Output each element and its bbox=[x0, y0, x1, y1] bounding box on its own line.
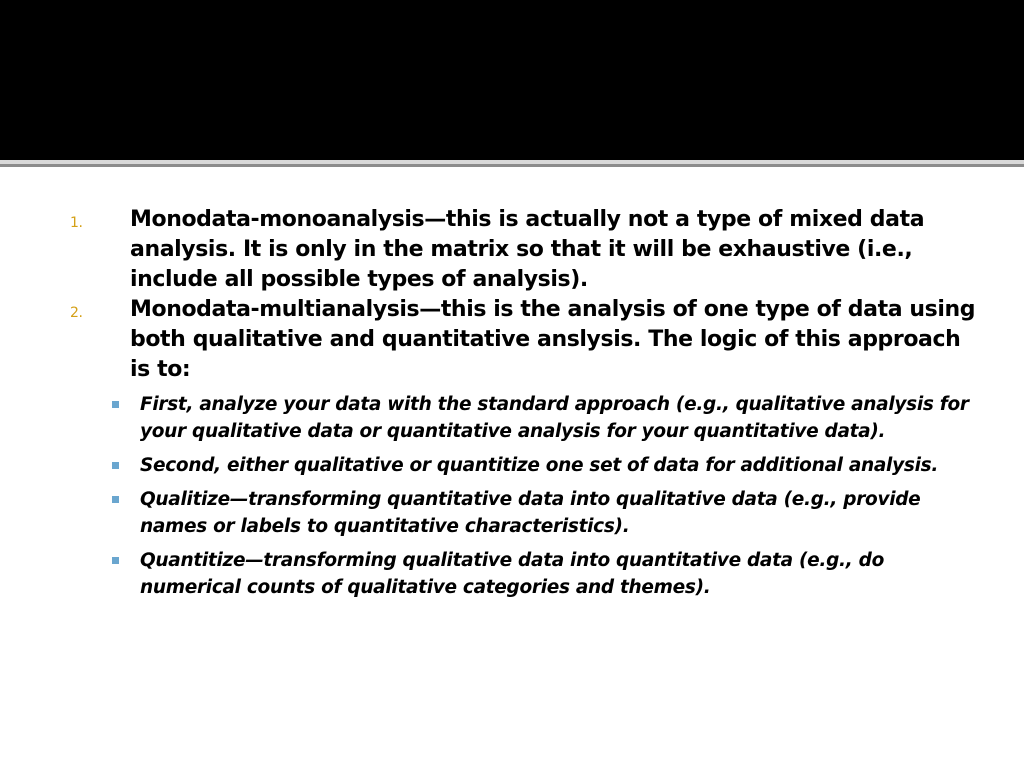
square-bullet-icon bbox=[112, 557, 119, 564]
square-bullet-icon bbox=[112, 462, 119, 469]
sub-bullet-item-2 bbox=[110, 452, 980, 479]
numbered-item-text-1: Monodata-monoanalysis—this is actually not a type of mixed data analysis. It is only in the matrix so that it will be exhaustive (i.e., include all possible types of analysis). bbox=[130, 207, 925, 292]
title-band bbox=[0, 0, 1024, 160]
sub-bullet-list bbox=[110, 391, 980, 601]
sub-bullet-item-1 bbox=[110, 391, 980, 445]
square-bullet-icon bbox=[112, 401, 119, 408]
square-bullet-icon bbox=[112, 496, 119, 503]
numbered-item-text-2: Monodata-multianalysis—this is the analysis of one type of data using both qualitative and quantitative anslysis. The logic of this approach is to: bbox=[130, 297, 976, 382]
sub-bullet-item-3 bbox=[110, 486, 980, 540]
sub-bullet-text-1: First, analyze your data with the standard approach (e.g., qualitative analysis for your qualitative data or quantitative analysis for your quantitative data). bbox=[140, 394, 969, 442]
sub-bullet-text-4: Quantitize—transforming qualitative data into quantitative data (e.g., do numerical counts of qualitative categories and themes). bbox=[140, 550, 884, 598]
divider-dark bbox=[0, 164, 1024, 167]
numbered-item-1 bbox=[70, 205, 980, 295]
number-marker-1: 1. bbox=[70, 215, 83, 231]
slide-body bbox=[70, 205, 980, 608]
numbered-item-2 bbox=[70, 295, 980, 385]
sub-bullet-text-2: Second, either qualitative or quantitize one set of data for additional analysis. bbox=[140, 455, 939, 476]
sub-bullet-text-3: Qualitize—transforming quantitative data into qualitative data (e.g., provide names or labels to quantitative characteristics). bbox=[140, 489, 921, 537]
sub-bullet-item-4 bbox=[110, 547, 980, 601]
number-marker-2: 2. bbox=[70, 305, 83, 321]
